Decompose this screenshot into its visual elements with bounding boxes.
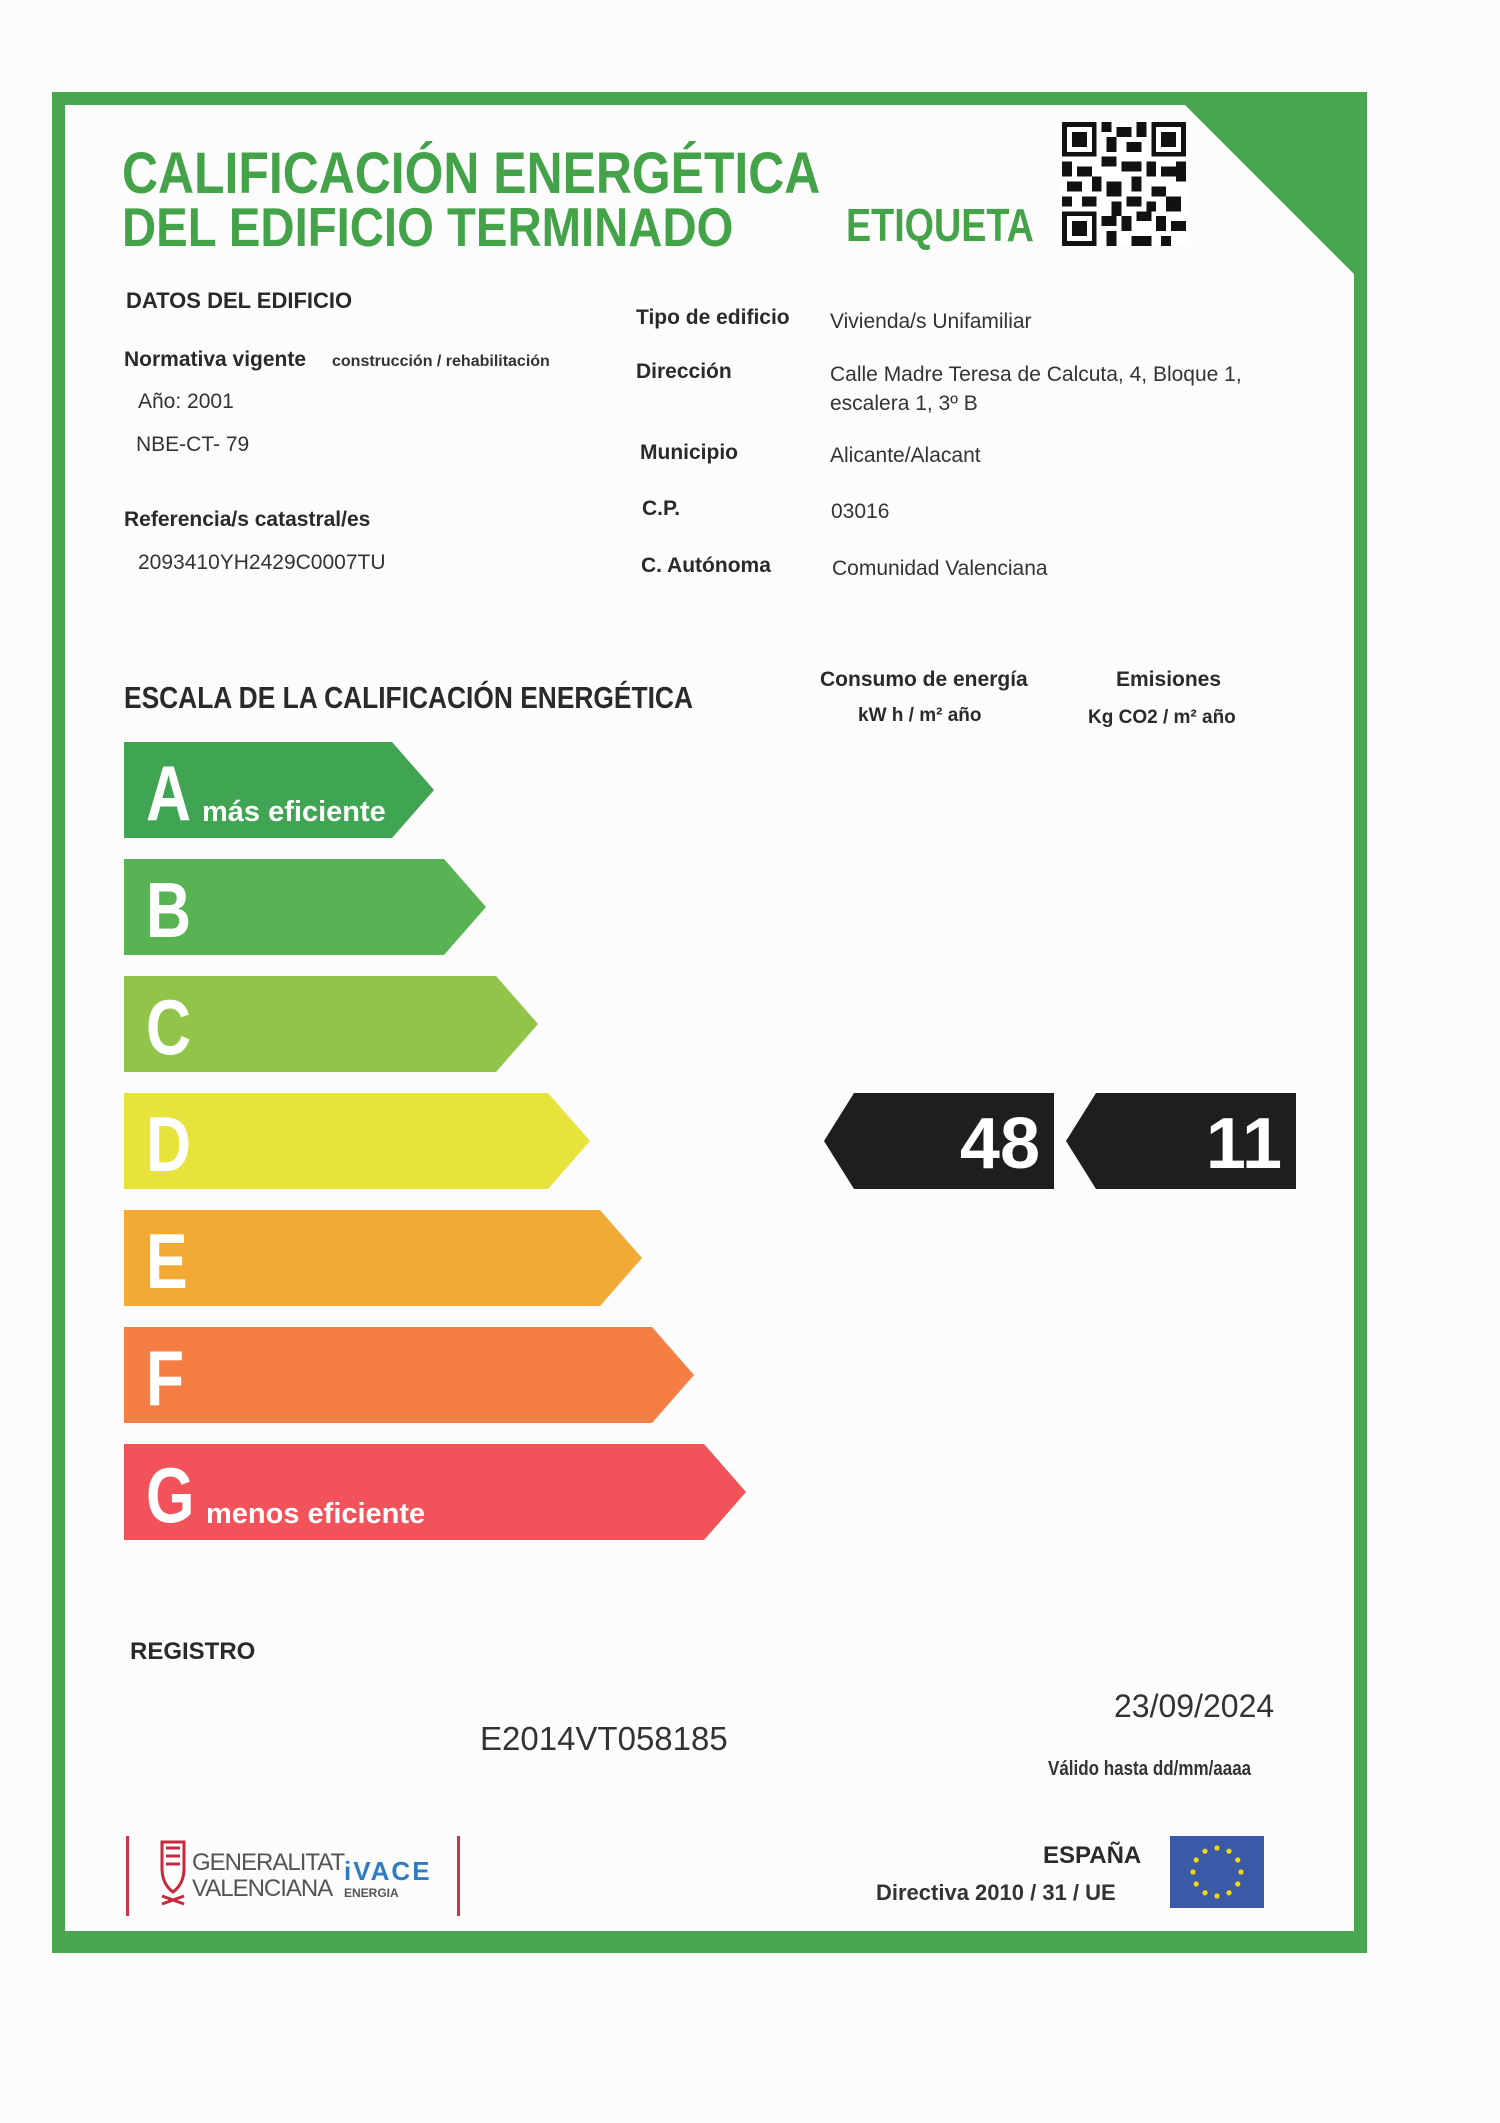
- section-title-datos: DATOS DEL EDIFICIO: [126, 288, 353, 313]
- energy-class-letter: C: [146, 983, 192, 1071]
- energy-class-letter: A: [146, 749, 192, 837]
- consumo-value: 48: [959, 1104, 1040, 1184]
- country-label: ESPAÑA: [1043, 1842, 1142, 1869]
- energy-class-note: más eficiente: [202, 796, 386, 828]
- tipo-value: Vivienda/s Unifamiliar: [830, 310, 1032, 333]
- eu-star: [1194, 1857, 1199, 1862]
- valid-until-label: Válido hasta dd/mm/aaaa: [1048, 1758, 1252, 1780]
- eu-star: [1214, 1845, 1219, 1850]
- municipio-value: Alicante/Alacant: [830, 444, 981, 467]
- norma-value: NBE-CT- 79: [136, 433, 250, 456]
- energy-class-g: [124, 1444, 746, 1540]
- ivace-sub: ENERGIA: [344, 1886, 399, 1900]
- anio-value: Año: 2001: [138, 390, 234, 413]
- eu-star: [1235, 1857, 1240, 1862]
- energy-class-arrow: [124, 1210, 642, 1306]
- energy-class-f: [124, 1327, 694, 1423]
- cp-label: C.P.: [642, 497, 681, 520]
- registro-date: 23/09/2024: [1114, 1688, 1275, 1724]
- emisiones-unit: Kg CO2 / m² año: [1088, 707, 1236, 728]
- eu-flag-icon: [1170, 1836, 1264, 1908]
- energy-class-a: [124, 742, 434, 838]
- eu-star: [1202, 1849, 1207, 1854]
- eu-star: [1190, 1869, 1195, 1874]
- title-line1: CALIFICACIÓN ENERGÉTICA: [122, 141, 821, 206]
- municipio-label: Municipio: [640, 441, 738, 464]
- autonoma-label: C. Autónoma: [641, 554, 771, 577]
- energy-class-note: menos eficiente: [206, 1498, 426, 1530]
- energy-class-e: [124, 1210, 642, 1306]
- ivace-logo: iVACE: [344, 1856, 432, 1886]
- emisiones-value: 11: [1205, 1104, 1282, 1184]
- etiqueta-label: ETIQUETA: [846, 199, 1034, 251]
- energy-class-arrow: [124, 1093, 590, 1189]
- autonoma-value: Comunidad Valenciana: [832, 557, 1048, 580]
- referencia-value: 2093410YH2429C0007TU: [138, 551, 386, 574]
- direccion-line1: Calle Madre Teresa de Calcuta, 4, Bloque 1,: [830, 363, 1242, 386]
- energy-class-b: [124, 859, 486, 955]
- cp-value: 03016: [831, 500, 890, 523]
- eu-star: [1226, 1890, 1231, 1895]
- qr-code-icon[interactable]: [1062, 122, 1186, 246]
- referencia-label: Referencia/s catastral/es: [124, 508, 371, 531]
- energy-class-letter: B: [146, 866, 192, 954]
- registro-label: REGISTRO: [130, 1638, 256, 1665]
- gv-line1: GENERALITAT: [192, 1849, 345, 1876]
- consumo-label: Consumo de energía: [820, 668, 1028, 691]
- eu-star: [1202, 1890, 1207, 1895]
- consumo-indicator: [824, 1093, 1054, 1189]
- emisiones-indicator: [1066, 1093, 1296, 1189]
- energy-class-letter: F: [146, 1334, 185, 1422]
- generalitat-logo-text: [192, 1850, 344, 1902]
- registro-number: E2014VT058185: [480, 1720, 728, 1757]
- energy-class-d: [124, 1093, 590, 1189]
- tipo-label: Tipo de edificio: [636, 306, 790, 329]
- energy-class-arrow: [124, 1327, 694, 1423]
- normativa-sub: construcción / rehabilitación: [332, 353, 550, 370]
- eu-star: [1226, 1849, 1231, 1854]
- energy-class-letter: D: [146, 1100, 192, 1188]
- consumo-unit: kW h / m² año: [858, 705, 982, 726]
- eu-star: [1235, 1881, 1240, 1886]
- energy-class-c: [124, 976, 538, 1072]
- directiva-label: Directiva 2010 / 31 / UE: [876, 1880, 1116, 1905]
- eu-star: [1238, 1869, 1243, 1874]
- title-line2: DEL EDIFICIO TERMINADO: [122, 196, 734, 258]
- energy-class-letter: E: [146, 1217, 188, 1305]
- emisiones-label: Emisiones: [1116, 668, 1222, 691]
- generalitat-shield-icon: [156, 1838, 190, 1908]
- eu-star: [1214, 1893, 1219, 1898]
- scale-title: ESCALA DE LA CALIFICACIÓN ENERGÉTICA: [124, 680, 693, 715]
- footer-divider-left: [126, 1836, 129, 1916]
- eu-star: [1194, 1881, 1199, 1886]
- energy-class-letter: G: [146, 1451, 195, 1539]
- corner-triangle: [1185, 105, 1355, 275]
- direccion-line2: escalera 1, 3º B: [830, 392, 978, 415]
- normativa-label: Normativa vigente: [124, 348, 307, 371]
- footer-divider-right: [457, 1836, 460, 1916]
- gv-line2: VALENCIANA: [192, 1875, 333, 1902]
- direccion-label: Dirección: [636, 360, 732, 383]
